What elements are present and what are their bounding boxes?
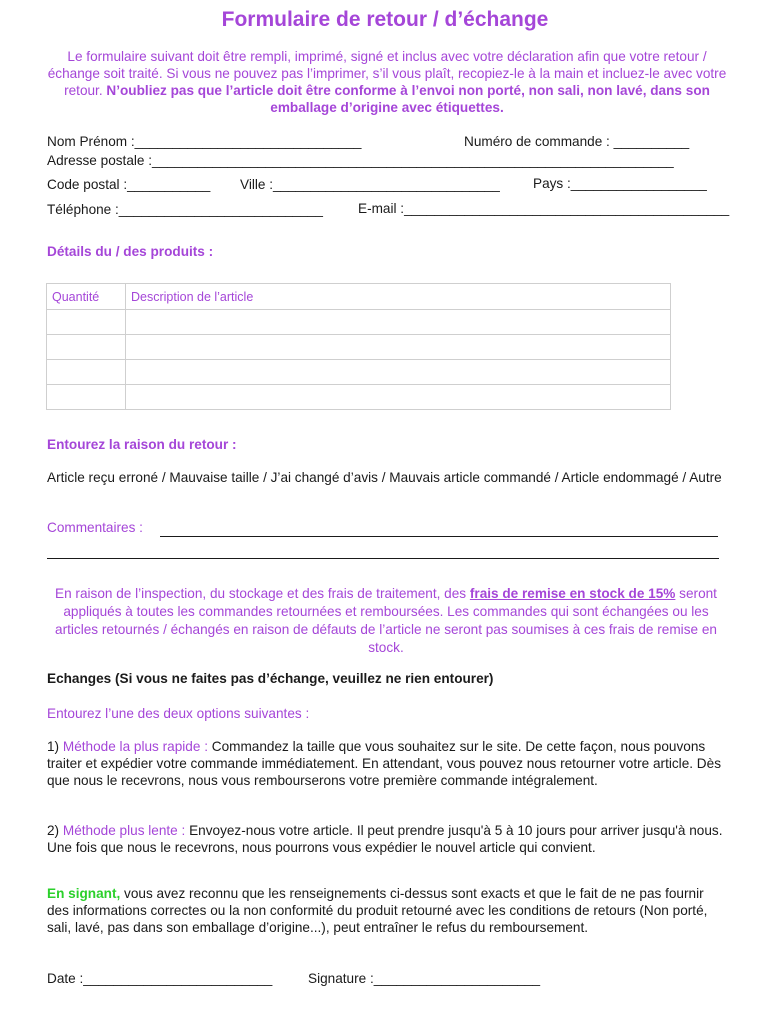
circle-instruction: Entourez l’une des deux options suivantes : [47, 706, 310, 721]
table-header-row [47, 284, 671, 310]
order-number-field[interactable]: Numéro de commande : __________ [464, 134, 690, 149]
reason-options[interactable]: Article reçu erroné / Mauvaise taille / J’ai changé d’avis / Mauvais article commandé / Article endommagé / Autre [47, 470, 722, 485]
option-fast-method[interactable] [47, 738, 727, 789]
quantity-column-header: Quantité [47, 284, 126, 310]
country-field[interactable]: Pays :__________________ [533, 176, 707, 191]
restock-text-after: seront appliqués à toutes les commandes retournées et remboursées. Les commandes qui sont échangées ou les articles retournés / échangés en raison de défauts de l’article ne seront pas soumises à ces frais de remise en stock. [55, 586, 717, 655]
intro-emphasis: N’oubliez pas que l’article doit être conforme à l’envoi non porté, non sali, non lavé, dans son emballage d’origine avec étiquettes. [106, 83, 710, 115]
description-cell[interactable] [126, 335, 671, 360]
option1-label: Méthode la plus rapide : [62, 739, 208, 754]
option-slow-method[interactable] [47, 822, 727, 856]
comments-line[interactable] [160, 536, 718, 537]
signature-field[interactable]: Signature :______________________ [308, 971, 541, 986]
option2-number: 2) [47, 823, 63, 838]
option2-text: Envoyez-nous votre article. Il peut prendre jusqu'à 5 à 10 jours pour arriver jusqu'à nous. Une fois que nous le recevrons, nous pourrons vous expédier le nouvel article qui convient. [47, 823, 723, 855]
option1-text: Commandez la taille que vous souhaitez sur le site. De cette façon, nous pouvons traiter et expédier votre commande immédiatement. En attendant, vous pouvez nous retourner votre article. Dès que nous le recevrons, nous vous rembourserons votre première commande intégralement. [47, 739, 721, 788]
quantity-cell[interactable] [47, 335, 126, 360]
address-field[interactable]: Adresse postale :_____________________________________________________________________ [47, 153, 674, 168]
agreement-lead: En signant, [47, 886, 121, 901]
products-table [46, 283, 671, 410]
table-row[interactable] [47, 335, 671, 360]
date-field[interactable]: Date :_________________________ [47, 971, 273, 986]
description-column-header: Description de l’article [126, 284, 671, 310]
comments-label: Commentaires : [47, 520, 143, 535]
products-heading: Détails du / des produits : [47, 244, 214, 259]
restock-fee: frais de remise en stock de 15% [469, 586, 676, 601]
city-field[interactable]: Ville :______________________________ [240, 177, 500, 192]
option1-number: 1) [47, 739, 63, 754]
email-field[interactable]: E-mail :___________________________________________ [358, 201, 730, 216]
intro-paragraph [42, 48, 732, 116]
quantity-cell[interactable] [47, 360, 126, 385]
table-row[interactable] [47, 360, 671, 385]
quantity-cell[interactable] [47, 385, 126, 410]
option2-label: Méthode plus lente : [62, 823, 186, 838]
description-cell[interactable] [126, 360, 671, 385]
exchanges-heading: Echanges (Si vous ne faites pas d’échange, veuillez ne rien entourer) [47, 671, 494, 686]
phone-field[interactable]: Téléphone :___________________________ [47, 202, 323, 217]
form-title: Formulaire de retour / d’échange [221, 8, 549, 31]
reason-heading: Entourez la raison du retour : [47, 437, 237, 452]
quantity-cell[interactable] [47, 310, 126, 335]
comments-line[interactable] [47, 558, 719, 559]
agreement-paragraph [47, 885, 727, 936]
postal-code-field[interactable]: Code postal :___________ [47, 177, 211, 192]
table-row[interactable] [47, 385, 671, 410]
restock-text-before: En raison de l’inspection, du stockage et des frais de traitement, des [55, 586, 470, 601]
intro-text: Le formulaire suivant doit être rempli, imprimé, signé et inclus avec votre déclaration afin que votre retour / échange soit traité. Si vous ne pouvez pas l’imprimer, s’il vous plaît, recopiez-le à la main et incluez-le avec votre retour. [47, 49, 727, 98]
description-cell[interactable] [126, 310, 671, 335]
name-field[interactable]: Nom Prénom :______________________________ [47, 134, 362, 149]
description-cell[interactable] [126, 385, 671, 410]
table-row[interactable] [47, 310, 671, 335]
restocking-fee-notice [44, 585, 728, 657]
agreement-text: vous avez reconnu que les renseignements ci-dessus sont exacts et que le fait de ne pas fournir des informations correctes ou la non conformité du produit retourné avec les conditions de retours (Non porté, sali, lavé, pas dans son emballage d’origine...), peut entraîner le refus du remboursement. [47, 886, 708, 935]
